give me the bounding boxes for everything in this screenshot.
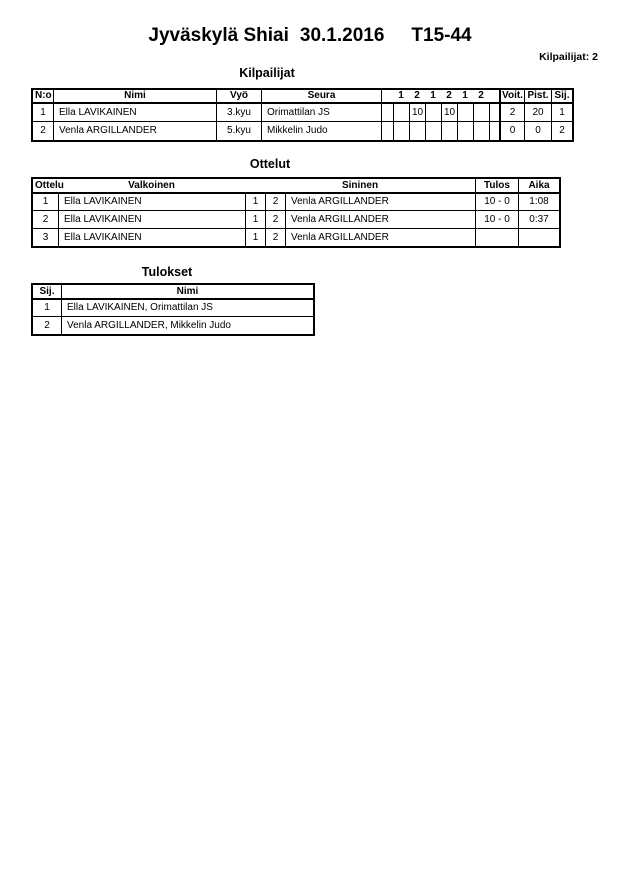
cell-match-no: 1 [33,192,58,210]
header-vyo: Vyö [216,90,261,102]
cell-white-no: 1 [245,210,265,228]
cell-score [425,121,441,140]
cell-score [409,121,425,140]
cell-tulos: 10 - 0 [475,210,518,228]
results-table [31,283,315,336]
category-label: T15-44 [411,25,472,46]
header-score-2b: 2 [446,90,452,101]
cell-vyo: 5.kyu [216,121,261,140]
cell-white-no: 1 [245,192,265,210]
matches-table [31,177,561,248]
header-sininen: Sininen [341,179,379,191]
cell-no: 2 [33,121,53,140]
cell-score [425,102,441,121]
cell-pist: 0 [524,121,551,140]
header-score-1c: 1 [462,90,468,101]
cell-aika: 1:08 [518,192,559,210]
cell-score: 10 [409,102,425,121]
header-nimi: Nimi [53,90,216,102]
cell-aika: 0:37 [518,210,559,228]
cell-sij: 1 [551,102,572,121]
cell-valkoinen: Ella LAVIKAINEN [58,210,245,228]
cell-score [473,102,489,121]
page-title [0,25,620,47]
header-score-1b: 1 [430,90,436,101]
cell-sininen: Venla ARGILLANDER [285,210,475,228]
cell-nimi: Venla ARGILLANDER [53,121,216,140]
cell-score [393,121,409,140]
header-score-2a: 2 [414,90,420,101]
event-date: 30.1.2016 [299,25,385,46]
cell-score [381,102,393,121]
competitors-table [31,88,574,142]
cell-sininen: Venla ARGILLANDER [285,192,475,210]
cell-aika [518,228,559,246]
cell-voit: 0 [499,121,524,140]
header-score-pad-end [489,90,499,102]
header-score-2c: 2 [478,90,484,101]
cell-score [489,102,499,121]
header-voit: Voit. [499,90,524,102]
section-title-tulokset: Tulokset [141,265,193,279]
cell-vyo: 3.kyu [216,102,261,121]
cell-score [381,121,393,140]
cell-valkoinen: Ella LAVIKAINEN [58,192,245,210]
cell-score [457,121,473,140]
participants-count: Kilpailijat: 2 [539,51,598,63]
cell-sij: 1 [33,298,61,316]
header-pist: Pist. [524,90,551,102]
cell-score: 10 [441,102,457,121]
cell-sij: 2 [33,316,61,334]
cell-seura: Orimattilan JS [261,102,381,121]
cell-blue-no: 2 [265,228,285,246]
cell-voit: 2 [499,102,524,121]
cell-score [489,121,499,140]
event-name: Jyväskylä Shiai [148,25,289,46]
header-ottelu: Ottelu [35,179,64,191]
cell-match-no: 3 [33,228,58,246]
header-no: N:o [35,90,52,101]
cell-valkoinen: Ella LAVIKAINEN [58,228,245,246]
header-sij: Sij. [551,90,572,102]
cell-score [473,121,489,140]
cell-nimi: Venla ARGILLANDER, Mikkelin Judo [61,316,313,334]
header-score-1a: 1 [398,90,404,101]
header-sij: Sij. [39,285,55,297]
header-nimi: Nimi [61,285,313,298]
cell-nimi: Ella LAVIKAINEN [53,102,216,121]
cell-blue-no: 2 [265,192,285,210]
cell-tulos [475,228,518,246]
cell-white-no: 1 [245,228,265,246]
cell-seura: Mikkelin Judo [261,121,381,140]
cell-score [441,121,457,140]
cell-blue-no: 2 [265,210,285,228]
cell-match-no: 2 [33,210,58,228]
cell-sininen: Venla ARGILLANDER [285,228,475,246]
cell-score [393,102,409,121]
header-valkoinen: Valkoinen [128,179,175,191]
cell-nimi: Ella LAVIKAINEN, Orimattilan JS [61,298,313,316]
header-tulos: Tulos [475,179,518,192]
cell-sij: 2 [551,121,572,140]
cell-pist: 20 [524,102,551,121]
section-title-kilpailijat: Kilpailijat [239,66,295,80]
header-seura: Seura [261,90,381,102]
header-score-pad [381,90,393,102]
header-aika: Aika [518,179,559,192]
cell-score [457,102,473,121]
cell-no: 1 [33,102,53,121]
section-title-ottelut: Ottelut [249,157,291,171]
cell-tulos: 10 - 0 [475,192,518,210]
